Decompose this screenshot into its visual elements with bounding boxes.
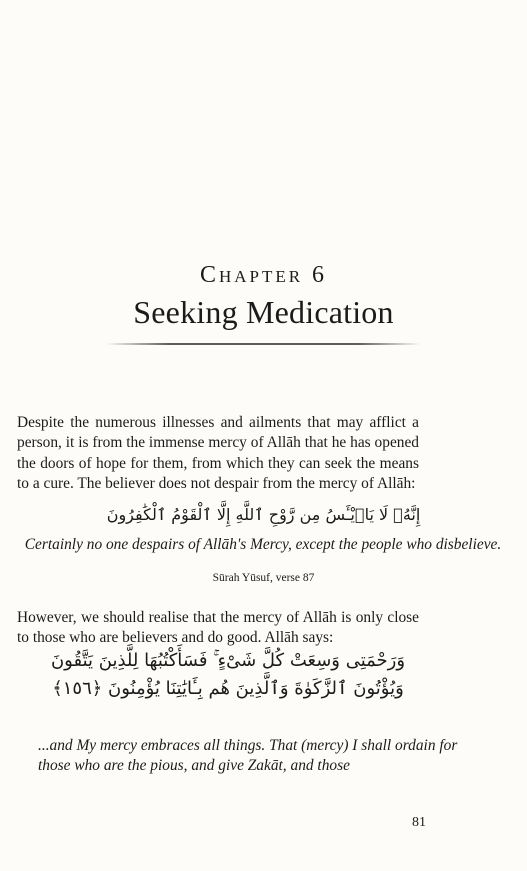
intro-paragraph: Despite the numerous illnesses and ailments that may afflict a person, it is from the immense mercy of Allāh that he has opened the doors of hope for them, from which they can seek the means to a cure. The believer does not despair from the mercy of Allāh: bbox=[17, 414, 419, 493]
second-paragraph: However, we should realise that the mercy of Allāh is only close to those who are believers and do good. Allāh says: bbox=[17, 609, 419, 647]
arabic-verse-mercy: وَرَحْمَتِى وَسِعَتْ كُلَّ شَىْءٍ ۚ فَسَأَكْتُبُهَا لِلَّذِينَ يَتَّقُونَ وَيُؤْتُونَ ٱلزَّكَوٰةَ وَٱلَّذِينَ هُم بِـَٔايَٰتِنَا يُؤْمِنُونَ ﴿١٥٦﴾ bbox=[50, 650, 406, 699]
chapter-label: Chapter 6 bbox=[199, 262, 328, 288]
verse-citation: Sūrah Yūsuf, verse 87 bbox=[212, 572, 315, 584]
arabic-verse-yusuf: إِنَّهُۥ لَا يَا۟يْـَٔسُ مِن رَّوْحِ ٱللَّهِ إِلَّا ٱلْقَوْمُ ٱلْكَٰفِرُونَ bbox=[106, 505, 421, 524]
title-underline-rule bbox=[106, 343, 421, 345]
verse-translation-yusuf: Certainly no one despairs of Allāh's Mercy, except the people who disbelieve. bbox=[24, 536, 502, 553]
page-number: 81 bbox=[412, 815, 426, 830]
verse-translation-mercy: ...and My mercy embraces all things. That (mercy) I shall ordain for those who are the pious, and give Zakāt, and those bbox=[38, 737, 458, 774]
chapter-title: Seeking Medication bbox=[133, 294, 394, 330]
